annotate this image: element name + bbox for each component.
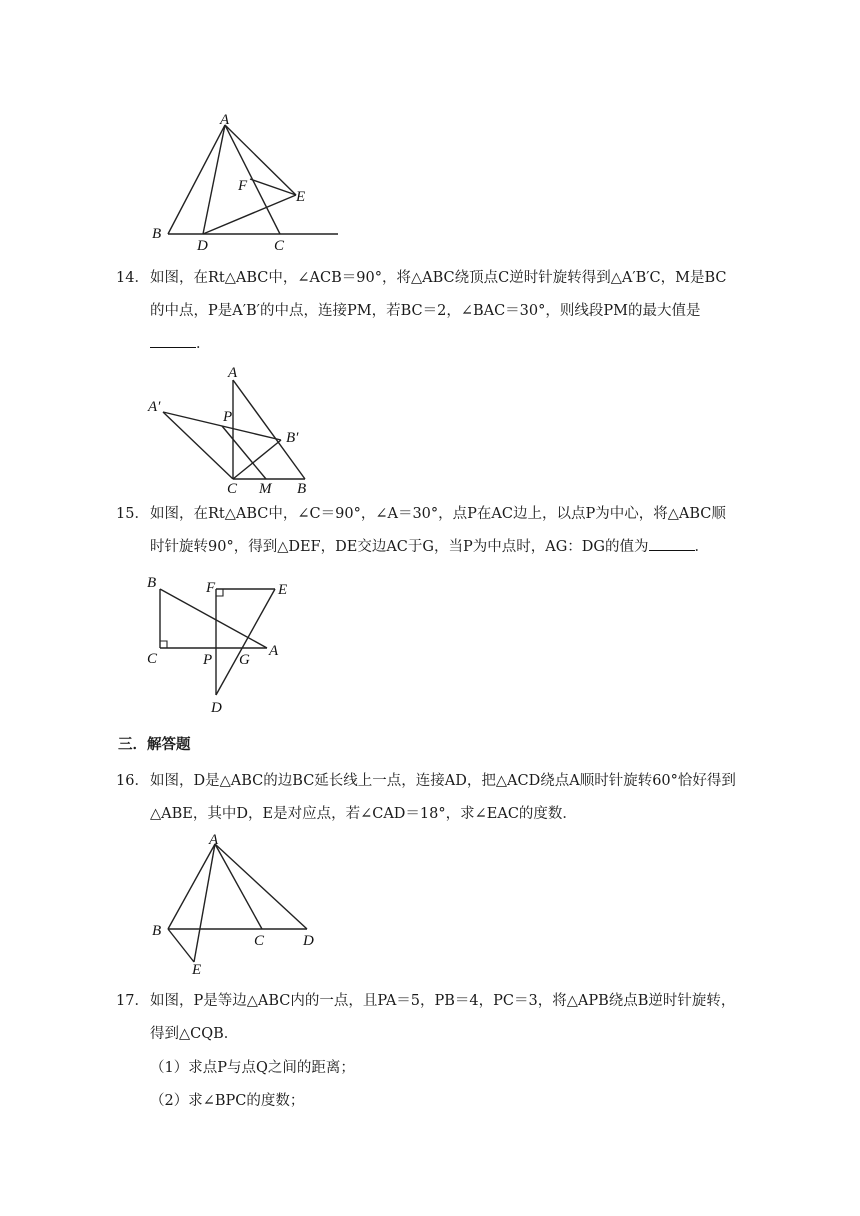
question-16 <box>116 765 740 831</box>
label-A: A <box>209 832 219 848</box>
label-C: C <box>274 238 285 254</box>
label-D: D <box>211 700 222 716</box>
label-E: E <box>278 582 288 598</box>
question-17-part-1: （1）求点P与点Q之间的距离； <box>150 1060 355 1076</box>
label-B: B <box>152 923 162 939</box>
label-B: B <box>297 481 307 497</box>
question-number: 15． <box>116 506 149 522</box>
question-text: 如图，在Rt△ABC中，∠ACB＝90°，将△ABC绕顶点C逆时针旋转得到△A′B′C，M是BC的中点，P是A′B′的中点，连接PM，若BC＝2，∠BAC＝30°，则线段PM的最大值是 <box>150 270 727 319</box>
question-number: 14． <box>116 270 149 286</box>
section-heading: 三．解答题 <box>118 737 191 753</box>
question-text: 如图，P是等边△ABC内的一点，且PA＝5，PB＝4，PC＝3，将△APB绕点B逆时针旋转，得到△CQB． <box>150 993 736 1042</box>
label-G: G <box>239 652 250 668</box>
label-P: P <box>223 409 233 425</box>
question-tail: ． <box>196 336 211 352</box>
question-text: 如图，D是△ABC的边BC延长线上一点，连接AD，把△ACD绕点A顺时针旋转60°恰好得到△ABE，其中D，E是对应点，若∠CAD＝18°，求∠EAC的度数． <box>150 773 736 822</box>
label-F: F <box>206 580 216 596</box>
label-A-prime: A′ <box>148 399 161 415</box>
answer-blank <box>150 333 196 348</box>
label-E: E <box>296 189 306 205</box>
label-F: F <box>238 178 248 194</box>
label-B-prime: B′ <box>286 430 299 446</box>
label-D: D <box>303 933 314 949</box>
label-B: B <box>147 575 157 591</box>
label-A: A <box>269 643 279 659</box>
question-15 <box>116 498 740 564</box>
figure-14 <box>148 365 328 500</box>
question-text: 如图，在Rt△ABC中，∠C＝90°，∠A＝30°，点P在AC边上，以点P为中心，将△ABC顺时针旋转90°，得到△DEF，DE交边AC于G，当P为中点时，AG：DG的值为 <box>150 506 726 555</box>
label-B: B <box>152 226 162 242</box>
label-C: C <box>147 651 158 667</box>
question-tail: ． <box>694 539 709 555</box>
label-C: C <box>254 933 265 949</box>
label-E: E <box>192 962 202 978</box>
figure-16 <box>150 832 330 977</box>
question-14 <box>116 262 740 361</box>
label-M: M <box>259 481 272 497</box>
question-number: 16． <box>116 773 149 789</box>
question-17 <box>116 985 740 1051</box>
question-17-part-2: （2）求∠BPC的度数； <box>150 1093 305 1109</box>
label-D: D <box>197 238 208 254</box>
figure-15 <box>145 575 305 715</box>
figure-13 <box>150 112 350 255</box>
label-A: A <box>228 365 238 381</box>
label-A: A <box>220 112 230 128</box>
answer-blank <box>649 536 695 551</box>
label-C: C <box>227 481 238 497</box>
question-number: 17． <box>116 993 149 1009</box>
label-P: P <box>203 652 213 668</box>
